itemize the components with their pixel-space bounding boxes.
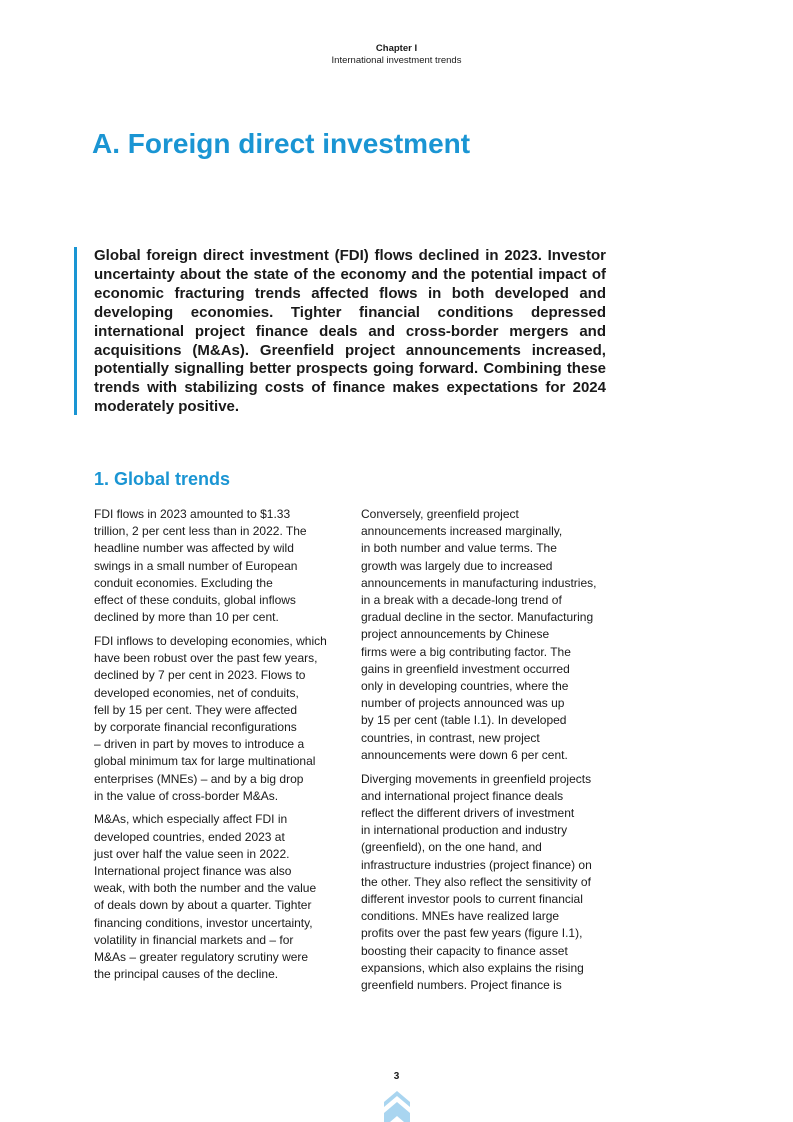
chapter-subtitle: International investment trends	[331, 55, 462, 66]
text-line: Conversely, greenfield project	[361, 507, 519, 521]
text-line: M&As, which especially affect FDI in	[94, 812, 288, 827]
text-line: swings in a small number of European	[94, 558, 298, 573]
text-line: gradual decline in the sector. Manufacturing	[361, 610, 594, 625]
key-message-line: cross-border mergers and acquisitions (M&As). Greenfield project	[94, 322, 607, 359]
paragraph	[94, 506, 339, 626]
text-line: only in developing countries, where the	[361, 679, 569, 694]
text-line: firms were a big contributing factor. The	[361, 644, 571, 659]
text-line: of deals down by about a quarter. Tighter	[94, 898, 312, 913]
text-line: conduit economies. Excluding the	[94, 575, 273, 590]
subsection-title: 1. Global trends	[94, 469, 231, 489]
text-line: – driven in part by moves to introduce a	[94, 737, 305, 752]
key-message-line: going forward. Combining these trends with stabilizing costs of	[94, 360, 606, 397]
text-line: in the value of cross-border M&As.	[94, 788, 279, 803]
text-line: in international production and industry	[361, 823, 568, 838]
text-line: International project finance was also	[94, 864, 292, 879]
key-message-line: Global foreign direct investment (FDI) flows declined in 2023.	[94, 247, 542, 264]
chevron-up-logo-icon	[384, 1091, 410, 1122]
text-line: countries, in contrast, new project	[361, 730, 540, 745]
key-message	[94, 247, 606, 417]
text-line: announcements were down 6 per cent.	[361, 747, 568, 762]
text-line: M&As – greater regulatory scrutiny were	[94, 950, 309, 965]
text-line: declined by more than 10 per cent.	[94, 610, 279, 625]
text-line: declined by 7 per cent in 2023. Flows to	[94, 668, 306, 683]
text-line: financing conditions, investor uncertainty,	[94, 915, 313, 930]
paragraph	[361, 771, 611, 995]
text-line: growth was largely due to increased	[361, 558, 553, 573]
text-line: gains in greenfield investment occurred	[361, 661, 570, 676]
text-line: enterprises (MNEs) – and by a big drop	[94, 771, 304, 786]
text-line: just over half the value seen in 2022.	[94, 846, 290, 861]
text-line: headline number was affected by wild	[94, 541, 294, 556]
key-message-line: announcements increased, potentially signalling better prospects	[94, 341, 606, 378]
text-line: conditions. MNEs have realized large	[361, 909, 560, 924]
text-line: and international project finance deals	[361, 788, 564, 803]
text-line: FDI inflows to developing economies, which	[94, 633, 327, 648]
text-line: expansions, which also explains the rising	[361, 960, 584, 975]
text-line: the other. They also reflect the sensitivity of	[361, 874, 591, 889]
paragraph	[361, 506, 611, 764]
right-column	[361, 506, 611, 1001]
text-line: weak, with both the number and the value	[94, 881, 317, 896]
text-line: have been robust over the past few years,	[94, 651, 318, 666]
text-line: infrastructure industries (project finance) on	[361, 857, 592, 872]
page-number: 3	[393, 1071, 400, 1082]
text-line: reflect the different drivers of investment	[361, 805, 575, 820]
text-line: Diverging movements in greenfield projects	[361, 771, 592, 786]
text-line: project announcements by Chinese	[361, 627, 550, 642]
text-line: FDI flows in 2023 amounted to $1.33	[94, 507, 291, 521]
text-line: by corporate financial reconfigurations	[94, 719, 297, 734]
key-message-line: finance makes expectations for 2024 moderately positive.	[94, 379, 606, 416]
text-line: different investor pools to current financial	[361, 891, 583, 906]
text-line: fell by 15 per cent. They were affected	[94, 702, 298, 717]
running-header	[0, 43, 793, 67]
paragraph	[94, 811, 339, 983]
text-line: (greenfield), on the one hand, and	[361, 840, 542, 855]
text-line: announcements increased marginally,	[361, 524, 563, 539]
left-column	[94, 506, 339, 990]
key-message-line: potential impact of economic fracturing trends affected flows	[94, 265, 607, 302]
text-line: in a break with a decade-long trend of	[361, 593, 562, 608]
text-line: number of projects announced was up	[361, 696, 565, 711]
text-line: boosting their capacity to finance asset	[361, 943, 568, 958]
text-line: developed economies, net of conduits,	[94, 685, 299, 700]
text-line: announcements in manufacturing industries,	[361, 575, 597, 590]
text-line: developed countries, ended 2023 at	[94, 829, 285, 844]
chevron-up-icon-bottom	[384, 1102, 410, 1122]
text-line: greenfield numbers. Project finance is	[361, 977, 562, 992]
chapter-label: Chapter I	[375, 43, 418, 54]
paragraph	[94, 633, 339, 805]
text-line: volatility in financial markets and – for	[94, 932, 294, 947]
text-line: in both number and value terms. The	[361, 541, 557, 556]
key-message-accent-bar	[74, 247, 77, 415]
section-title: A. Foreign direct investment	[92, 128, 471, 159]
key-message-line: in both developed and developing economies. Tighter financial	[94, 284, 607, 321]
text-line: trillion, 2 per cent less than in 2022. The	[94, 524, 307, 539]
text-line: profits over the past few years (figure I.1),	[361, 926, 583, 941]
text-line: effect of these conduits, global inflows	[94, 593, 296, 608]
key-message-line: Investor uncertainty about the state of the economy and the	[94, 247, 606, 283]
text-line: the principal causes of the decline.	[94, 967, 279, 982]
text-line: by 15 per cent (table I.1). In developed	[361, 713, 567, 728]
text-line: global minimum tax for large multinational	[94, 754, 316, 769]
key-message-line: conditions depressed international project finance deals and	[94, 303, 606, 340]
